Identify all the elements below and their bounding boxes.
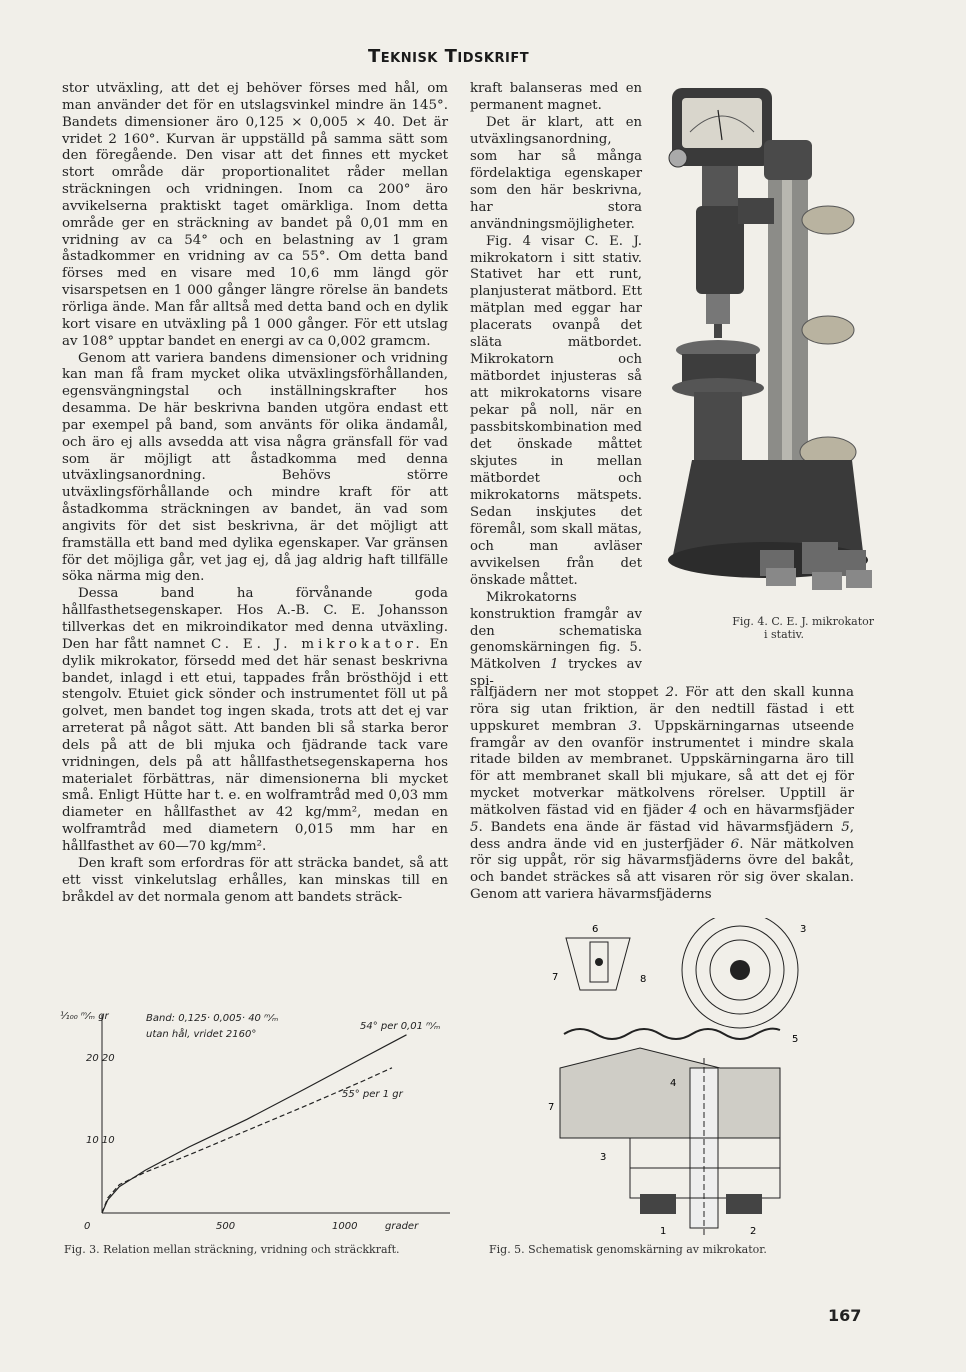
series-group (102, 1035, 407, 1213)
left-paragraph-3-part-a: Dessa band ha förvånande goda hållfasthetsegenskaper. Hos A.-B. C. E. Johansson tillverkas det en mikroindikator med denna utväxling. Den har fått namnet (62, 586, 448, 652)
series-line-0 (102, 1035, 407, 1213)
left-paragraph-3-part-b: En dylik mikrokator, försedd med det här senast beskrivna bandet, inlagd i ett etui, tappades från brösthöjd i ett stengolv. Etuiet gick sönder och instrumentet föll ut på golvet, men bandet tog ingen skada, trots att det ej var arreterat på något sätt. Att banden bli så starka beror dels på att de bli mjuka och fjädrande tack vare vridningen, dels på att hållfasthetsegenskaperna hos materialet förbättras, när dimensionerna bli mycket små. Enligt Hütte har t. e. en wolframtråd med 0,03 mm diameter en hållfasthet av 42 kg/mm², medan en wolframtråd med diametern 0,015 mm har en hållfasthet av 60—70 kg/mm². (62, 636, 448, 854)
x-axis-label: grader (385, 1221, 419, 1232)
label-7: 7 (548, 1102, 555, 1113)
right-paragraph-4-text: Mikrokatorns konstruktion framgår av den schematiska genomskärningen fig. 5. Mätkolven (470, 589, 642, 673)
left-paragraph-2: Genom att variera bandens dimensioner och vridning kan man få fram mycket olika utväxlingsförhållanden, egensvängningstal och inställningskrafter hos desamma. De här beskrivna banden utgöra endast ett par exempel på band, som använts för olika ändamål, och äro ej alls avsedda att visa några gränsfall för vad som är möjligt att åstadkomma med denna utväxlingsanordning. Behövs större utväxlingsförhållande och mindre kraft för att åstadkomma sträckningen av bandet, än vad som angivits för det sist beskrivna, är det möjligt att framställa ett band med dylika egenskaper. Var gränsen för det möjliga går, vet jag ej, då jag aldrig haft tillfälle söka närma mig den. (62, 350, 448, 585)
label-3: 3 (600, 1152, 607, 1163)
text-segment: . För att den skall kunna röra sig utan friktion, är den nedtill fästad i ett uppskuret membran (470, 685, 854, 734)
label-7-top: 7 (552, 972, 559, 983)
text-segment: och en hävarmsfjäder (697, 802, 854, 818)
x-tick-1000: 1000 (332, 1221, 358, 1232)
text-segment: . Uppskärningarnas utseende framgår av den ovanför instrumentet i mindre skala ritade bilden av membranet. Uppskärningarna äro till för att membranet skall bli mjukare, så att det ej för mycket motverkar mätkolvens rörelser. Upptill är mätkolven fästad vid en fjäder (470, 718, 854, 818)
y-axis-label: ¹⁄₁₀₀ ᵐ⁄ₘ gr (60, 1011, 109, 1022)
right-paragraph-4 (470, 590, 642, 692)
mikrokator-photo (652, 80, 884, 608)
right-paragraph-2: Det är klart, att en utväxlingsanordning, som har så många fördelaktiga egenskaper som den här beskrivna, har stora användningsmöjligheter. (470, 114, 642, 232)
left-paragraph-4: Den kraft som erfordras för att sträcka bandet, så att ett visst vinkelutslag erhålles, kan minskas till en bråkdel av det normala genom att bandets sträck- (62, 855, 448, 905)
fig5-caption: Fig. 5. Schematisk genomskärning av mikrokator. (489, 1243, 767, 1256)
text-segment: ralfjädern ner mot stoppet (470, 685, 666, 700)
ref-number: 1 (550, 657, 559, 673)
ref-number: 5 (470, 819, 479, 835)
x-tick-0: 0 (84, 1221, 91, 1232)
label-2: 2 (750, 1226, 757, 1237)
label-4: 4 (670, 1078, 677, 1089)
series-label-solid: 54° per 0,01 ᵐ⁄ₘ (360, 1021, 441, 1032)
text-segment: . När mätkolven rör sig uppåt, rör sig hävarmsfjäderns övre del bakåt, och bandet sträckes så att visaren rör sig över skalan. Genom att variera hävarmsfjäderns (470, 836, 854, 903)
annotation-line-2: utan hål, vridet 2160° (146, 1029, 257, 1040)
left-column (62, 81, 448, 906)
page-number: 167 (828, 1306, 862, 1325)
ref-number: 6 (730, 836, 740, 852)
label-1: 1 (660, 1226, 667, 1237)
right-paragraph-4-end: tryckes av spi- (470, 657, 642, 690)
fig4-caption-line1: Fig. 4. C. E. J. mikrokator (732, 615, 874, 628)
annotation-line-1: Band: 0,125· 0,005· 40 ᵐ⁄ₘ (146, 1013, 279, 1024)
right-narrow-column (470, 81, 642, 691)
fig3-chart (60, 1005, 460, 1235)
spring-detail (552, 924, 646, 990)
ref-number: 4 (688, 802, 698, 818)
journal-header: Teknisk Tidskrift (368, 46, 530, 67)
y-tick-10: 10 10 (86, 1135, 115, 1146)
right-paragraph-1: kraft balanseras med en permanent magnet. (470, 81, 642, 113)
text-segment: . Bandets ena ände är fästad vid hävarmsfjädern (478, 819, 842, 835)
x-tick-500: 500 (216, 1221, 236, 1232)
fig4-caption-line2: i stativ. (764, 628, 804, 641)
left-paragraph-1: stor utväxling, att det ej behöver förses med hål, om man använder det för en utslagsvinkel mindre än 145°. Bandets dimensioner äro 0,125 × 0,005 × 40. Det är vridet 2 160°. Kurvan är uppställd på samma sätt som den föregående. Den visar att det finnes ett mycket stort område där proportionalitet råder mellan sträckningen och vridningen. Inom ca 200° äro avvikelserna praktiskt taget omärkliga. Inom detta område ger en sträckning av bandet på 0,01 mm en vridning av ca 54° och en belastning av 1 gram åstadkommer en vridning av ca 55°. Om detta band förses med en visare med 10,6 mm längd gör visarspetsen en 1 000 gånger längre rörelse än bandets rörliga ände. Man får alltså med detta band och en dylik kort visare en utväxling på 1 000 gånger. För ett utslag av 108° upptar bandet en energi av ca 0,002 gramcm. (62, 81, 448, 349)
label-3-top: 3 (800, 924, 807, 935)
fig5-diagram (520, 918, 820, 1238)
text-segment: , dess andra ände vid en justerfjäder (470, 819, 854, 852)
y-tick-20: 20 20 (86, 1053, 115, 1064)
membrane-detail (682, 918, 806, 1028)
label-8: 8 (640, 974, 647, 985)
instrument-body (560, 1048, 780, 1138)
mikrokator-name: C. E. J. mikrokator. (210, 636, 424, 652)
label-6-top: 6 (592, 924, 599, 935)
ref-number: 5 (841, 819, 850, 835)
series-label-dashed: 55° per 1 gr (342, 1089, 403, 1100)
left-paragraph-3 (62, 586, 448, 856)
fig4-caption (664, 615, 874, 641)
right-wide-paragraph (470, 685, 854, 904)
right-wide-column (470, 685, 854, 904)
ref-number: 3 (628, 718, 638, 734)
fig3-caption: Fig. 3. Relation mellan sträckning, vridning och sträckkraft. (64, 1243, 400, 1256)
right-paragraph-3: Fig. 4 visar C. E. J. mikrokatorn i sitt stativ. Stativet har ett runt, planjusterat mätbord. Ett mätplan med eggar har placerats ovanpå det släta mätbordet. Mikrokatorn och mätbordet injusteras så att mikrokatorns visare pekar på noll, när en passbitskombination med det önskade måttet skjutes in mellan mätbordet och mikrokatorns mätspets. Sedan inskjutes det föremål, som skall mätas, och man avläser avvikelsen från det önskade måttet. (470, 233, 642, 588)
ref-number: 2 (665, 685, 674, 700)
twisted-band (564, 1029, 780, 1039)
label-5: 5 (792, 1034, 799, 1045)
